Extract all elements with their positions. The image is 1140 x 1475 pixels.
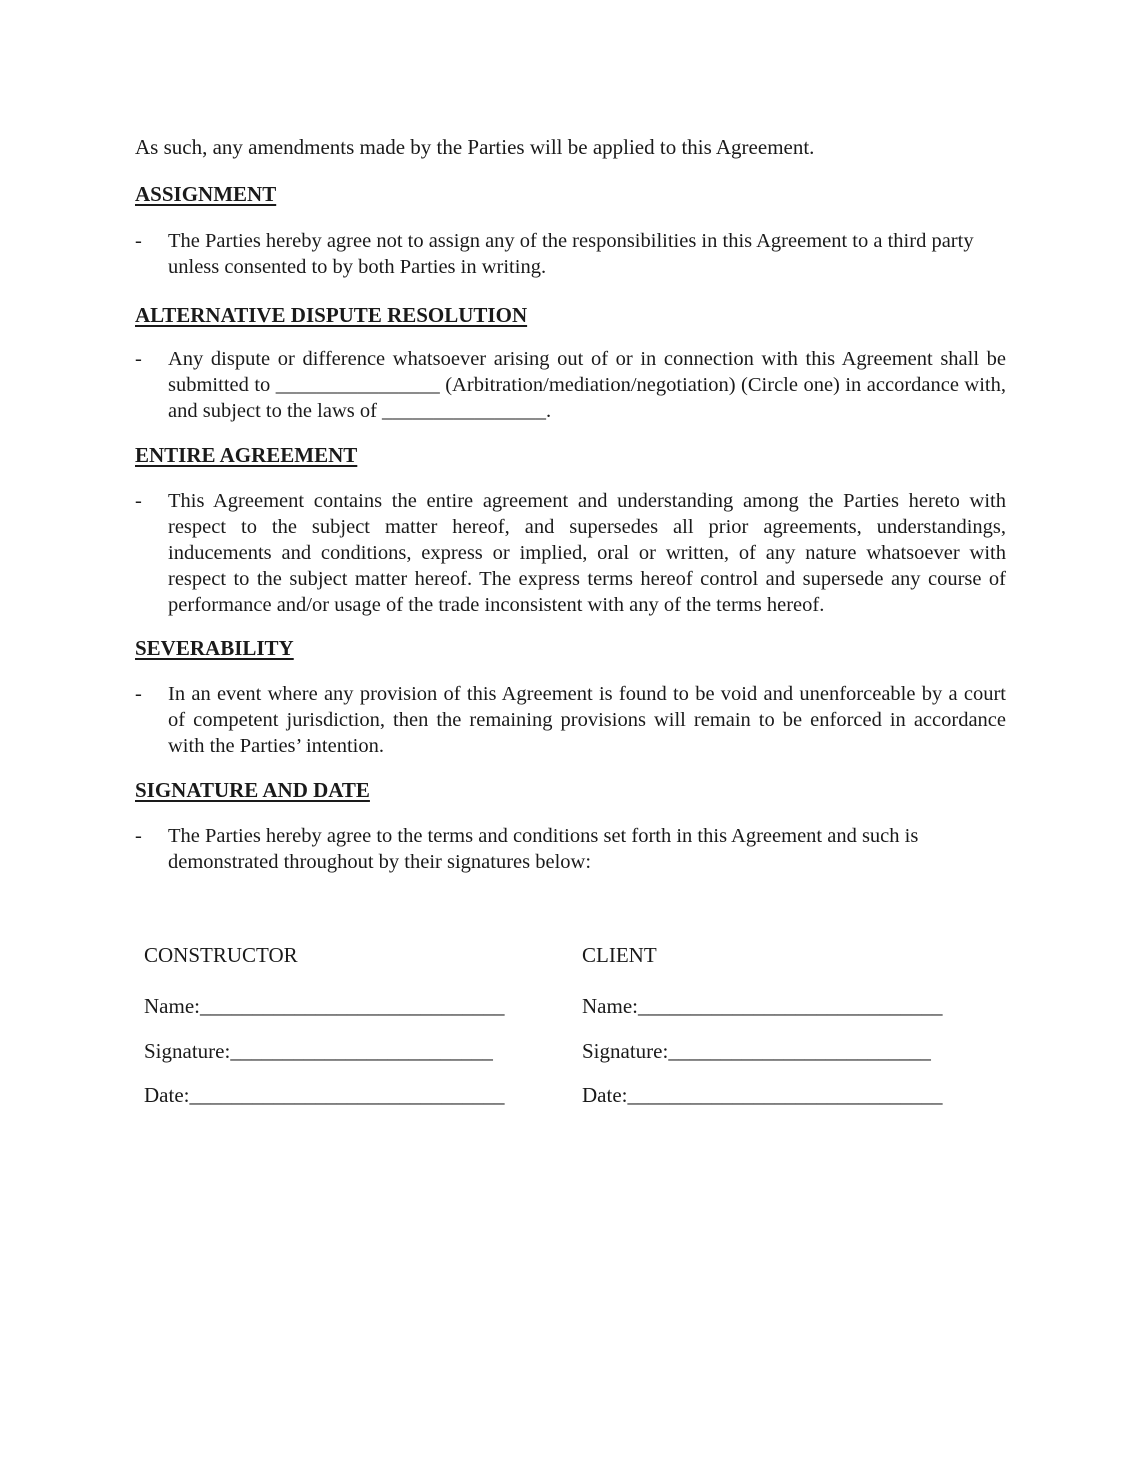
constructor-name-line: Name:_____________________________ [144, 994, 505, 1018]
intro-paragraph: As such, any amendments made by the Parties will be applied to this Agreement. [135, 135, 815, 159]
bullet-dash: - [135, 825, 142, 847]
heading-entire-agreement: ENTIRE AGREEMENT [135, 443, 358, 467]
client-title: CLIENT [582, 943, 657, 967]
constructor-title: CONSTRUCTOR [144, 943, 298, 967]
clause-entire-agreement [135, 488, 1006, 618]
client-date-line: Date:______________________________ [582, 1083, 943, 1107]
clause-signature-and-date [135, 823, 1006, 875]
bullet-dash: - [135, 490, 142, 512]
constructor-signature-line: Signature:_________________________ [144, 1039, 493, 1063]
clause-severability [135, 681, 1006, 759]
clause-text: The Parties hereby agree not to assign any of the responsibilities in this Agreement to a third party unless consented to by both Parties in writing. [168, 230, 974, 278]
clause-assignment [135, 228, 1006, 280]
bullet-dash: - [135, 348, 142, 370]
bullet-dash: - [135, 230, 142, 252]
clause-text: In an event where any provision of this Agreement is found to be void and unenforceable by a court of competent jurisdiction, then the remaining provisions will remain to be enforced in accordance with the Parties’ intention. [168, 683, 1006, 757]
clause-text: The Parties hereby agree to the terms and conditions set forth in this Agreement and such is demonstrated throughout by their signatures below: [168, 825, 919, 873]
client-signature-line: Signature:_________________________ [582, 1039, 931, 1063]
clause-text: Any dispute or difference whatsoever arising out of or in connection with this Agreement shall be submitted to ________________ (Arbitration/mediation/negotiation) (Circle one) in accordance with, and subject to the laws of ________________. [168, 348, 1006, 422]
clause-text: This Agreement contains the entire agreement and understanding among the Parties hereto with respect to the subject matter hereof, and supersedes all prior agreements, understandings, inducements and conditions, express or implied, oral or written, of any nature whatsoever with respect to the subject matter hereof. The express terms hereof control and supersede any course of performance and/or usage of the trade inconsistent with any of the terms hereof. [168, 490, 1006, 616]
client-name-line: Name:_____________________________ [582, 994, 943, 1018]
heading-signature-and-date: SIGNATURE AND DATE [135, 778, 370, 802]
heading-severability: SEVERABILITY [135, 636, 294, 660]
clause-dispute-resolution [135, 346, 1006, 424]
constructor-date-line: Date:______________________________ [144, 1083, 505, 1107]
heading-alternative-dispute-resolution: ALTERNATIVE DISPUTE RESOLUTION [135, 303, 528, 327]
heading-assignment: ASSIGNMENT [135, 182, 277, 206]
bullet-dash: - [135, 683, 142, 705]
